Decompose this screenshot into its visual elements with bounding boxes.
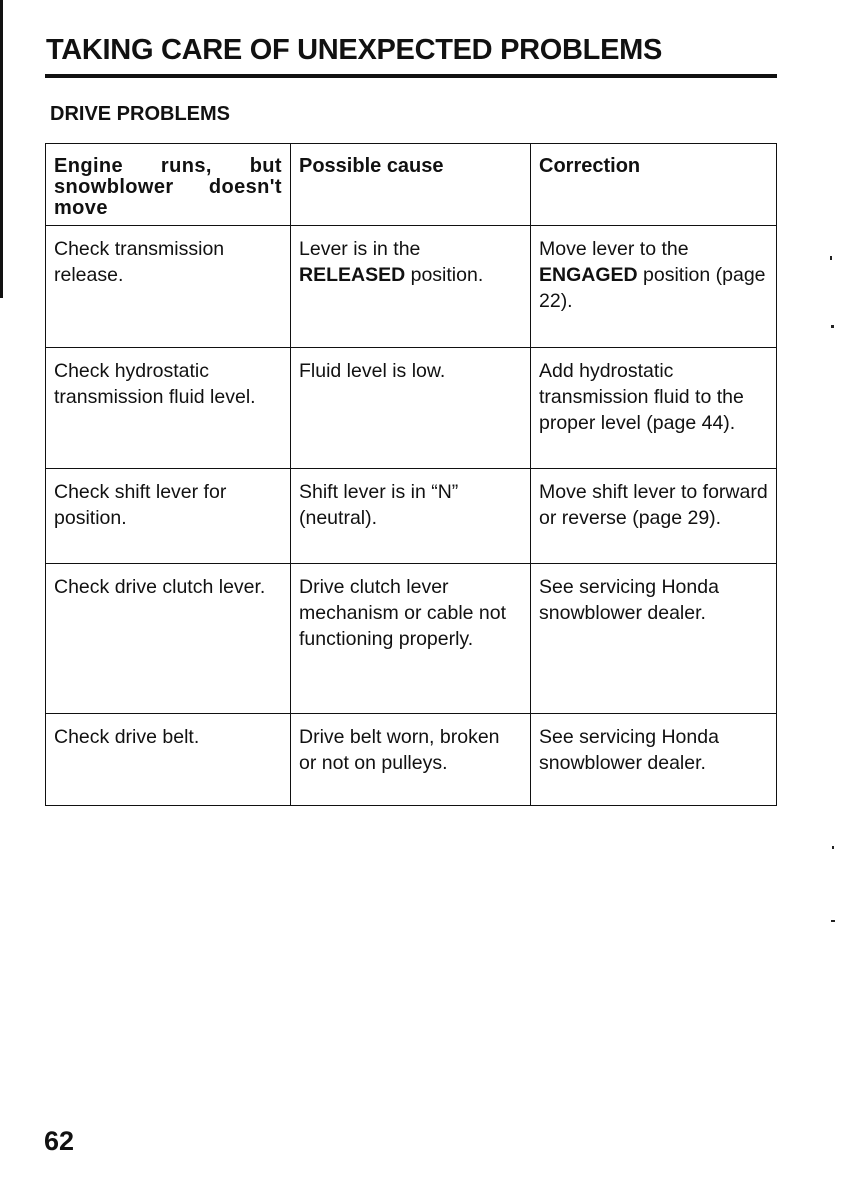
section-title: DRIVE PROBLEMS	[50, 103, 231, 125]
table-row	[46, 714, 777, 806]
table-row	[46, 348, 777, 469]
check-cell: Check shift lever for position.	[46, 469, 291, 564]
table-header-row	[46, 144, 777, 226]
check-cell: Check drive clutch lever.	[46, 564, 291, 714]
correction-cell: Add hydrostatic transmission fluid to the proper level (page 44).	[531, 348, 777, 469]
table-row	[46, 564, 777, 714]
drive-problems-table	[45, 143, 777, 806]
scan-speck	[831, 325, 834, 328]
cause-emphasis: RELEASED	[299, 264, 406, 286]
scan-speck	[832, 846, 834, 849]
check-cell: Check hydrostatic transmission fluid level.	[46, 348, 291, 469]
scan-speck	[831, 920, 835, 922]
cause-cell: Drive clutch lever mechanism or cable not functioning properly.	[291, 564, 531, 714]
correction-cell: See servicing Honda snowblower dealer.	[531, 714, 777, 806]
table-row	[46, 469, 777, 564]
check-cell: Check drive belt.	[46, 714, 291, 806]
title-rule	[45, 74, 777, 78]
header-correction: Correction	[531, 144, 777, 226]
correction-cell	[531, 226, 777, 348]
page-number: 62	[44, 1126, 75, 1156]
cause-cell: Shift lever is in “N” (neutral).	[291, 469, 531, 564]
check-cell: Check transmission release.	[46, 226, 291, 348]
cause-text: Lever is in the	[299, 238, 421, 260]
table-row	[46, 226, 777, 348]
header-symptom: Engine runs, but snowblower doesn't move	[46, 144, 291, 226]
correction-text: Move lever to the	[539, 238, 689, 260]
header-possible-cause: Possible cause	[291, 144, 531, 226]
correction-cell: Move shift lever to forward or reverse (page 29).	[531, 469, 777, 564]
cause-cell: Drive belt worn, broken or not on pulleys.	[291, 714, 531, 806]
correction-emphasis: ENGAGED	[539, 264, 638, 286]
cause-cell	[291, 226, 531, 348]
page-title: TAKING CARE OF UNEXPECTED PROBLEMS	[46, 34, 663, 66]
correction-text: position (page 22).	[539, 264, 766, 312]
correction-cell: See servicing Honda snowblower dealer.	[531, 564, 777, 714]
scan-speck	[830, 256, 832, 260]
cause-cell: Fluid level is low.	[291, 348, 531, 469]
binding-edge-line	[0, 0, 3, 298]
cause-text: position.	[405, 264, 484, 286]
